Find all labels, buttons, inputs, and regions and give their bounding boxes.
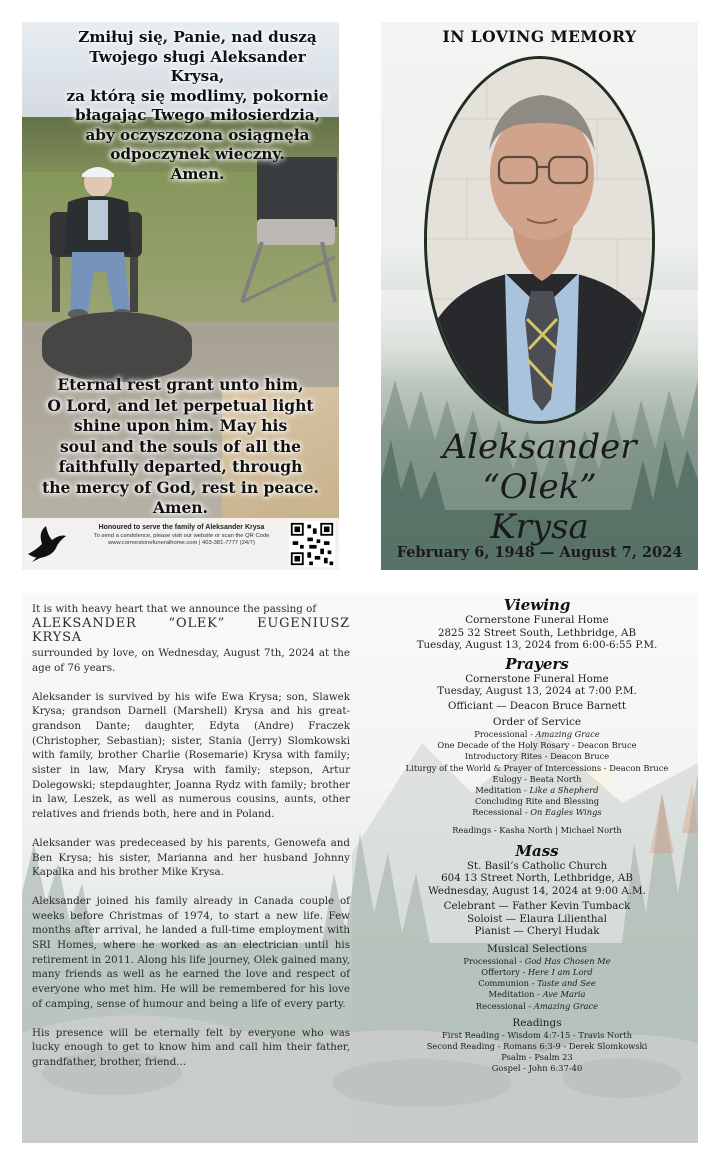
full-name: ALEKSANDER “OLEK” EUGENIUSZ KRYSA [32, 615, 350, 646]
prayer-readings: Readings - Kasha North | Michael North [452, 824, 622, 835]
survived-by-paragraph: Aleksander is survived by his wife Ewa Krysa; son, Slawek Krysa; grandson Darnell (Marshell) Krysa and his great-grandson Dante; daughter, Edyta (Andre) Fraczek (Christopher, Sebastian); sister, Stania (Jerry) Slomkowski with family, brother Charlie (Rosemarie) Krysa with family; sister in law, Mary Krysa with family; stepson, Artur Dolegowski; stepdaughter, Joanna Rydz with family; brother in law, Leszek, as well as numerous cousins, aunts, other relatives and friends both, here and in Poland. [32, 690, 350, 821]
man-portrait [427, 59, 655, 424]
list-item: Liturgy of the World & Prayer of Intercessions - Deacon Bruce [405, 762, 669, 773]
funeral-home-footer [22, 518, 339, 570]
mass-heading: Mass [515, 841, 559, 860]
prayer-card-front [22, 22, 339, 570]
portrait-photo [424, 56, 655, 424]
list-item: Processional - God Has Chosen Me [463, 955, 611, 966]
closing-paragraph: His presence will be eternally felt by everyone who was lucky enough to get to know him and call him their father, grandfather, brother, friend... [32, 1026, 350, 1068]
life-dates: February 6, 1948 — August 7, 2024 [396, 544, 683, 561]
musical-selections-list [376, 956, 698, 1012]
list-item: Recessional - On Eagles Wings [472, 807, 602, 818]
list-item: Recessional - Amazing Grace [475, 1000, 599, 1011]
list-item: Meditation - Like a Shepherd [475, 785, 599, 796]
service-program [22, 593, 698, 1143]
musical-selections-heading: Musical Selections [486, 942, 587, 955]
life-story-paragraph: Aleksander joined his family already in Canada couple of weeks before Christmas of 1974, to start a new life. Few months after arrival, he landed a full-time employment with SRI Homes, where he worked as an electrician until his retirement in 2011. Along his life journey, Olek gained many, many friends as well as he earned the love and respect of everyone who met him. He will be remembered for his love of camping, sense of humour and being a life of every party. [32, 894, 350, 1010]
list-item: First Reading - Wisdom 4:7-15 - Travis North [442, 1029, 632, 1040]
order-of-service-list [376, 729, 698, 819]
prayers-heading: Prayers [505, 654, 569, 673]
qr-code-icon[interactable] [289, 521, 335, 567]
list-item: Gospel - John 6:37-40 [491, 1063, 583, 1074]
list-item: Offertory - Here I am Lord [481, 967, 593, 978]
service-details: Viewing Cornerstone Funeral Home 2825 32 Street South, Lethbridge, AB Tuesday, August 13, 2024 from 6:00-6:55 P.M. Prayers Cornerstone Funeral Home Tuesday, August 13, 2024 at 7:00 P.M. Officiant — Deacon Bruce Barnett Order of Service Processional - Amazing Grace One Decade of the Holy Rosary - Deacon Bruce Introductory Rites - Deacon Bruce Liturgy of the World & Prayer of Intercessions - Deacon Bruce Eulogy - Beata North Meditation - Like a Shepherd Concluding Rite and Blessing Recessional - On Eagles Wings Readings - Kasha North | Michael North Mass St. Basil’s Catholic Church 604 13 Street North, Lethbridge, AB Wednesday, August 14, 2024 at 9:00 A.M. Celebrant — Father Kevin Tumback Soloist — Elaura Lilienthal Pianist — Cheryl Hudak Musical Selections Processional - God Has Chosen Me Offertory - Here I am Lord Communion - Taste and See Meditation - Ave Maria Recessional - Amazing Grace Readings First Reading - Wisdom 4:7-15 - Travis North Second Reading - Romans 6:3-9 - Derek Slomkowski Psalm - Psalm 23 Gospel - John 6:37-40 [376, 596, 698, 1075]
list-item: Meditation - Ave Maria [488, 989, 586, 1000]
obituary-text: It is with heavy heart that we announce the passing of ALEKSANDER “OLEK” EUGENIUSZ KRYSA surrounded by love, on Wednesday, August 7th, 2024 at the age of 76 years. Aleksander is survived by his wife Ewa Krysa; son, Slawek Krysa; grandson Darnell (Marshell) Krysa and his great-grandson Dante; daughter, Edyta (Andre) Fraczek (Christopher, Sebastian); sister, Stania (Jerry) Slomkowski with family, brother Charlie (Rosemarie) Krysa with family; sister in law, Mary Krysa with family; stepson, Artur Dolegowski; stepdaughter, Joanna Rydz with family; brother in law, Leszek, as well as numerous cousins, aunts, other relatives and friends both, here and in Poland. Aleksander was predeceased by his parents, Genowefa and Ben Krysa; his sister, Marianna and her husband Johnny Kapalka and his brother Mike Krysa. Aleksander joined his family already in Canada couple of weeks before Christmas of 1974, to start a new life. Few months after arrival, he landed a full-time employment with SRI Homes, where he worked as an electrician until his retirement in 2011. Along his life journey, Olek gained many, many friends as well as he earned the love and respect of everyone who met him. He will be remembered for his love of camping, sense of humour and being a life of every party. His presence will be eternally felt by everyone who was lucky enough to get to know him and call him their father, grandfather, brother, friend... [32, 603, 350, 1068]
mass-readings-list [376, 1030, 698, 1075]
honour-text: Honoured to serve the family of Aleksander Krysa To send a condolence, please visit our website or scan the QR Code www.cornerstonefuneralhome.com | 403-381-7777 (24/7) [93, 524, 270, 546]
in-loving-memory-heading: IN LOVING MEMORY [442, 27, 637, 46]
list-item: One Decade of the Holy Rosary - Deacon Bruce [437, 740, 637, 751]
order-of-service-heading: Order of Service [492, 716, 582, 728]
list-item: Second Reading - Romans 6:3-9 - Derek Slomkowski [426, 1041, 648, 1052]
predeceased-paragraph: Aleksander was predeceased by his parents, Genowefa and Ben Krysa; his sister, Marianna and her husband Johnny Kapalka and his brother Mike Krysa. [32, 836, 350, 879]
dove-logo-icon [26, 524, 68, 562]
list-item: Communion - Taste and See [478, 978, 596, 989]
list-item: Psalm - Psalm 23 [501, 1052, 573, 1063]
readings-heading: Readings [512, 1016, 562, 1029]
polish-prayer: Zmiłuj się, Panie, nad duszą Twojego sługi Aleksander Krysa, za którą się modlimy, pokornie błagając Twego miłosierdzia, aby oczyszczona osiągnęła odpoczynek wieczny. Amen. [66, 28, 329, 183]
eternal-rest-prayer: Eternal rest grant unto him, O Lord, and let perpetual light shine upon him. May his soul and the souls of all the faithfully departed, through the mercy of God, rest in peace. Amen. [42, 375, 319, 517]
viewing-heading: Viewing [503, 596, 571, 614]
list-item: Eulogy - Beata North [492, 773, 582, 784]
portrait-card [381, 22, 698, 570]
deceased-name: Aleksander “Olek” Krysa [442, 427, 637, 547]
list-item: Processional - Amazing Grace [474, 729, 600, 739]
list-item: Concluding Rite and Blessing [474, 796, 600, 807]
list-item: Introductory Rites - Deacon Bruce [464, 751, 610, 762]
